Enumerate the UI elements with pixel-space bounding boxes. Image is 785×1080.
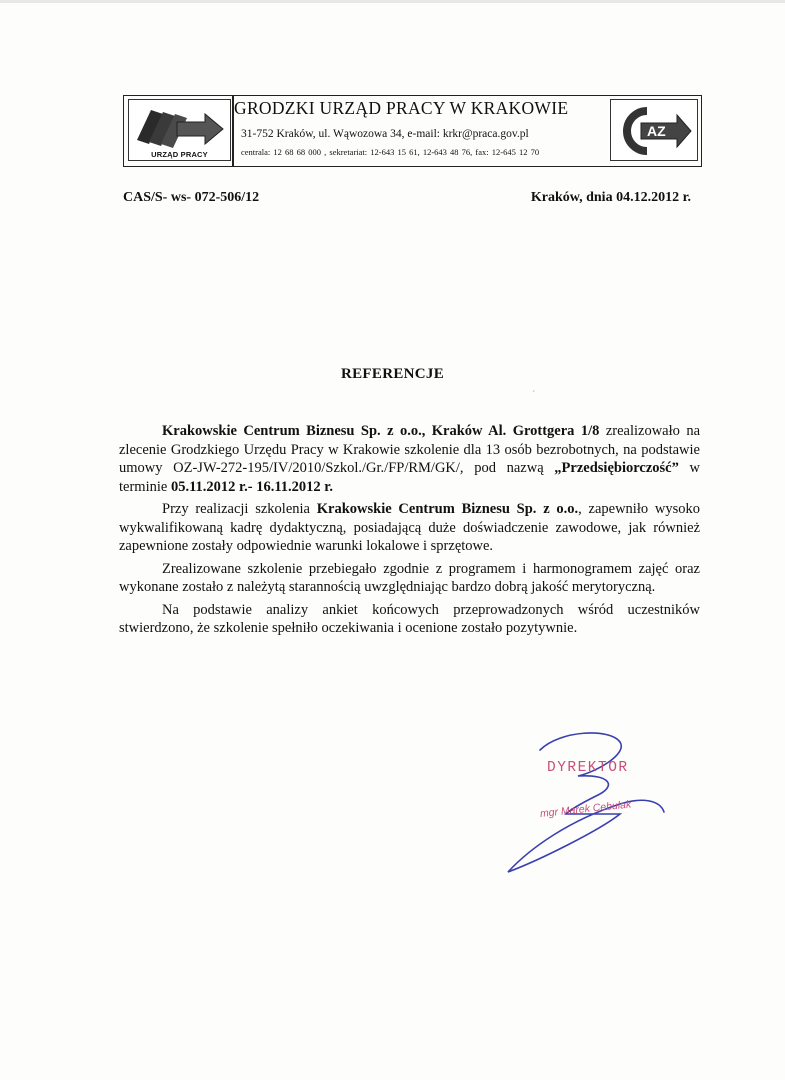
caz-arrow-icon bbox=[617, 105, 693, 157]
document-body bbox=[119, 422, 700, 642]
reference-number: CAS/S- ws- 072-506/12 bbox=[123, 190, 260, 205]
paragraph-3: Zrealizowane szkolenie przebiegało zgodnie z programem i harmonogramem zajęć oraz wykonane zostało z należytą starannością uwzględniając bardzo dobrą jakość merytoryczną. bbox=[119, 560, 700, 595]
institution-name: GRODZKI URZĄD PRACY W KRAKOWIE bbox=[234, 98, 569, 118]
document-title: REFERENCJE bbox=[340, 366, 444, 382]
company-name: Krakowskie Centrum Biznesu Sp. z o.o. bbox=[316, 501, 579, 517]
caz-logo bbox=[610, 99, 698, 161]
date-line: Kraków, dnia 04.12.2012 r. bbox=[530, 190, 691, 205]
caz-logo-text: AZ bbox=[647, 123, 666, 139]
training-dates: 05.11.2012 r.- 16.11.2012 r. bbox=[170, 478, 334, 495]
cards-arrow-icon bbox=[133, 102, 228, 152]
logo-label: URZĄD PRACY bbox=[151, 150, 208, 159]
handwritten-signature bbox=[500, 720, 670, 880]
paragraph-4: Na podstawie analizy ankiet końcowych przeprowadzonych wśród uczestników stwierdzono, że szkolenie spełniło oczekiwania i ocenione zostało pozytywnie. bbox=[119, 601, 700, 636]
institution-phones: centrala: 12 68 68 000 , sekretariat: 12-643 15 61, 12-643 48 76, fax: 12-645 12 70 bbox=[241, 147, 540, 157]
scan-speck: ˊ bbox=[532, 390, 536, 401]
institution-address: 31-752 Kraków, ul. Wąwozowa 34, e-mail: krkr@praca.gov.pl bbox=[241, 128, 529, 140]
paragraph-2: Przy realizacji szkolenia Krakowskie Centrum Biznesu Sp. z o.o., zapewniło wysoko wykwalifikowaną kadrę dydaktyczną, posiadającą duże doświadczenie zawodowe, jak również zapewnione zostały odpowiednie warunki lokalowe i sprzętowe. bbox=[119, 501, 700, 554]
company-lead: Krakowskie Centrum Biznesu Sp. z o.o., Kraków Al. Grottgera 1/8 bbox=[162, 423, 600, 439]
urzad-pracy-logo bbox=[128, 99, 231, 161]
training-name: „Przedsiębiorczość” bbox=[554, 460, 679, 476]
stamp-director: DYREKTOR bbox=[547, 760, 629, 776]
scan-edge bbox=[0, 0, 785, 3]
letterhead bbox=[123, 95, 702, 167]
stamp-name: mgr Marek Cebulak bbox=[539, 798, 632, 820]
paragraph-1: Krakowskie Centrum Biznesu Sp. z o.o., Kraków Al. Grottgera 1/8 zrealizowało na zlecenie Grodzkiego Urzędu Pracy w Krakowie szkolenie dla 13 osób bezrobotnych, na podstawie umowy OZ-JW-272-195/IV/2010/Szkol./Gr./FP/RM/GK/, pod nazwą „Przedsiębiorczość” w terminie 05.11.2012 r.- 16.11.2012 r. bbox=[119, 423, 701, 495]
